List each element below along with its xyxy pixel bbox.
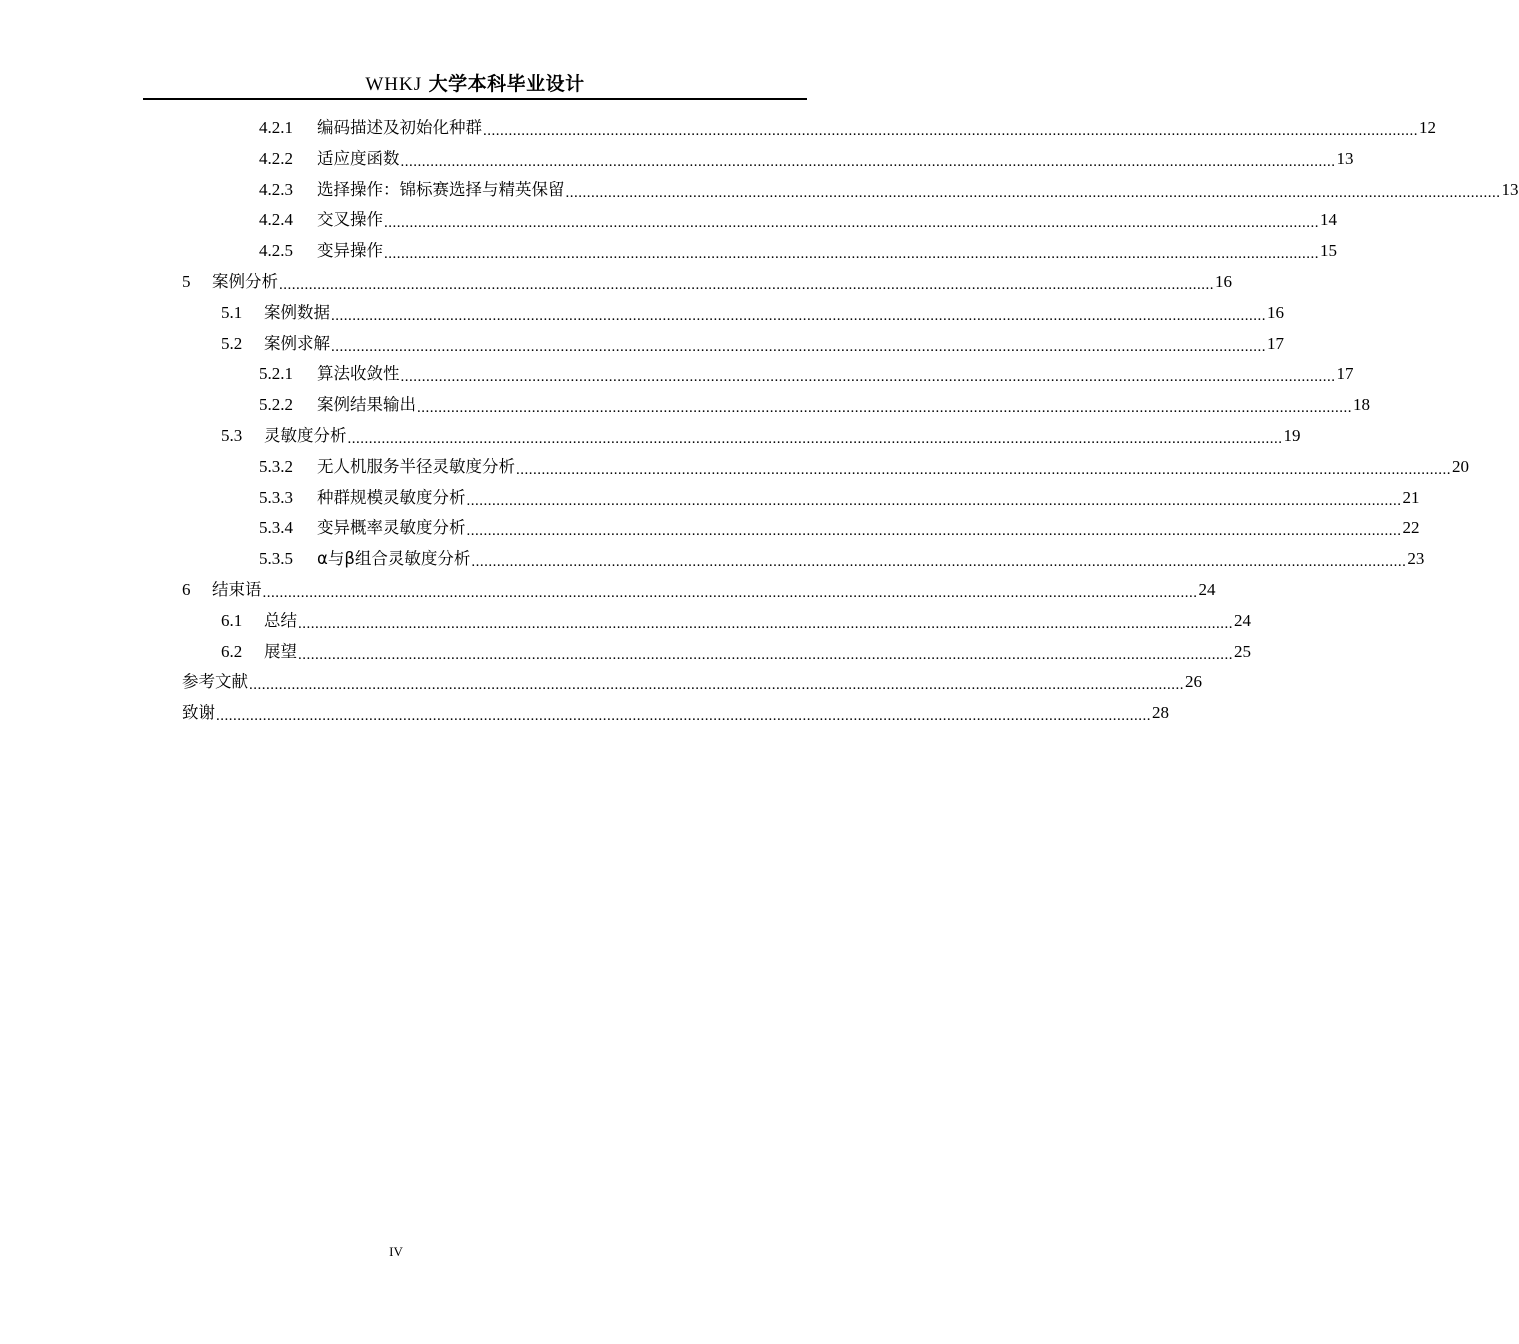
page-header-title [143, 72, 807, 97]
toc-entry-number: 5.3 [221, 425, 243, 445]
toc-entry-label [221, 606, 297, 637]
toc-entry-label [182, 575, 262, 606]
toc-entry[interactable] [182, 513, 1420, 544]
toc-entry-label [259, 513, 466, 544]
toc-entry-number: 5.3.4 [259, 518, 293, 538]
toc-entry-page: 13 [1336, 148, 1354, 168]
toc-entry[interactable] [182, 329, 1284, 360]
toc-entry-label [259, 359, 400, 390]
toc-entry[interactable] [182, 698, 1169, 729]
toc-entry-page: 26 [1185, 672, 1202, 692]
toc-entry-title: 案例数据 [264, 302, 330, 322]
toc-entry-label [259, 175, 565, 206]
toc-dot-leader: ............................................................................................................................................................................................................................ [331, 307, 1266, 324]
toc-entry-page: 17 [1336, 364, 1354, 384]
toc-entry[interactable] [182, 175, 1519, 206]
toc-entry-label [259, 452, 515, 483]
toc-entry-page: 14 [1320, 210, 1337, 230]
toc-dot-leader: ............................................................................................................................................................................................................................ [298, 615, 1233, 632]
toc-entry-page: 15 [1320, 241, 1337, 261]
toc-dot-leader: ............................................................................................................................................................................................................................ [249, 677, 1184, 694]
toc-dot-leader: ............................................................................................................................................................................................................................ [400, 369, 1336, 386]
toc-dot-leader: ............................................................................................................................................................................................................................ [216, 708, 1151, 725]
toc-entry[interactable] [182, 421, 1301, 452]
toc-entry[interactable] [182, 113, 1436, 144]
toc-entry-number: 5.1 [221, 302, 243, 322]
toc-entry-title: 总结 [264, 610, 297, 630]
toc-entry-page: 12 [1419, 118, 1436, 137]
toc-dot-leader: ............................................................................................................................................................................................................................ [331, 338, 1266, 355]
toc-dot-leader: ............................................................................................................................................................................................................................ [347, 430, 1283, 447]
toc-entry-title: 无人机服务半径灵敏度分析 [317, 456, 515, 476]
toc-entry[interactable] [182, 483, 1420, 514]
header-chinese-text: 大学本科毕业设计 [428, 73, 585, 95]
toc-entry-title: 种群规模灵敏度分析 [317, 487, 466, 507]
toc-entry-number: 6.2 [221, 641, 243, 661]
toc-entry-page: 24 [1198, 579, 1216, 599]
toc-entry-label [259, 236, 383, 267]
toc-entry-label [182, 267, 278, 298]
toc-entry-page: 18 [1353, 395, 1370, 415]
toc-entry[interactable] [182, 575, 1216, 606]
toc-entry-label [221, 298, 330, 329]
toc-entry-title: 案例分析 [212, 271, 278, 291]
toc-entry-number: 5.3.2 [259, 456, 293, 476]
toc-entry-number: 5.2 [221, 333, 243, 353]
toc-entry-title: 展望 [264, 641, 297, 661]
toc-entry-label [259, 544, 470, 575]
toc-entry[interactable] [182, 267, 1232, 298]
toc-dot-leader: ............................................................................................................................................................................................................................ [417, 400, 1352, 417]
toc-entry-page: 28 [1152, 703, 1169, 723]
toc-entry-number: 4.2.5 [259, 241, 293, 261]
toc-entry-title: 灵敏度分析 [264, 425, 347, 445]
table-of-contents [182, 113, 1519, 729]
toc-entry-title: 变异概率灵敏度分析 [317, 518, 466, 538]
toc-entry-label [259, 113, 482, 144]
toc-entry-number: 6 [182, 579, 191, 599]
toc-entry-label [259, 390, 416, 421]
toc-entry-title: 交叉操作 [317, 210, 383, 230]
toc-entry-label [221, 421, 347, 452]
toc-entry-title: 参考文献 [182, 672, 248, 692]
toc-entry-page: 23 [1407, 549, 1425, 569]
toc-entry[interactable] [182, 544, 1425, 575]
toc-entry-page: 22 [1402, 518, 1420, 538]
toc-dot-leader: ............................................................................................................................................................................................................................ [384, 215, 1319, 232]
toc-dot-leader: ............................................................................................................................................................................................................................ [466, 523, 1402, 540]
toc-dot-leader: ............................................................................................................................................................................................................................ [400, 153, 1336, 170]
toc-entry-number: 5 [182, 271, 191, 291]
toc-entry-title: 选择操作：锦标赛选择与精英保留 [317, 179, 565, 199]
toc-entry-title: 变异操作 [317, 241, 383, 261]
toc-entry[interactable] [182, 452, 1469, 483]
toc-entry-number: 4.2.3 [259, 179, 293, 199]
toc-entry-page: 21 [1402, 487, 1420, 507]
toc-entry[interactable] [182, 144, 1354, 175]
toc-entry-number: 5.3.5 [259, 549, 293, 569]
toc-entry-label [182, 698, 215, 729]
toc-dot-leader: ............................................................................................................................................................................................................................ [262, 584, 1198, 601]
toc-dot-leader: ............................................................................................................................................................................................................................ [471, 554, 1407, 571]
toc-entry-number: 5.3.3 [259, 487, 293, 507]
toc-entry-page: 16 [1215, 271, 1232, 291]
toc-entry-number: 5.2.2 [259, 395, 293, 415]
toc-entry-page: 24 [1234, 610, 1251, 630]
toc-entry-page: 13 [1501, 179, 1519, 199]
toc-dot-leader: ............................................................................................................................................................................................................................ [279, 276, 1214, 293]
toc-entry[interactable] [182, 205, 1337, 236]
toc-dot-leader: ............................................................................................................................................................................................................................ [298, 646, 1233, 663]
toc-entry-title: α与β组合灵敏度分析 [317, 549, 471, 569]
toc-dot-leader: ............................................................................................................................................................................................................................ [516, 461, 1451, 478]
toc-entry-title: 案例求解 [264, 333, 330, 353]
toc-dot-leader: ............................................................................................................................................................................................................................ [565, 184, 1501, 201]
toc-entry-number: 4.2.2 [259, 148, 293, 168]
toc-dot-leader: ............................................................................................................................................................................................................................ [483, 123, 1418, 139]
toc-entry-title: 案例结果输出 [317, 395, 416, 415]
toc-entry[interactable] [182, 359, 1354, 390]
toc-entry-number: 4.2.1 [259, 118, 293, 137]
header-latin-text: WHKJ [365, 74, 423, 95]
toc-entry[interactable] [182, 667, 1202, 698]
toc-entry-label [182, 667, 248, 698]
toc-entry-label [221, 637, 297, 668]
toc-entry-number: 6.1 [221, 610, 243, 630]
toc-entry-title: 致谢 [182, 703, 215, 723]
toc-entry-number: 5.2.1 [259, 364, 293, 384]
toc-dot-leader: ............................................................................................................................................................................................................................ [466, 492, 1402, 509]
toc-entry-title: 算法收敛性 [317, 364, 400, 384]
toc-entry[interactable] [182, 298, 1284, 329]
toc-entry[interactable] [182, 637, 1251, 668]
toc-entry-page: 16 [1267, 302, 1284, 322]
toc-entry-page: 17 [1267, 333, 1284, 353]
toc-entry[interactable] [182, 236, 1337, 267]
toc-entry-title: 结束语 [212, 579, 262, 599]
toc-entry-page: 19 [1283, 425, 1301, 445]
toc-entry[interactable] [182, 390, 1370, 421]
toc-entry-number: 4.2.4 [259, 210, 293, 230]
toc-dot-leader: ............................................................................................................................................................................................................................ [384, 246, 1319, 263]
toc-entry-title: 编码描述及初始化种群 [317, 118, 482, 137]
header-divider [143, 98, 807, 100]
toc-entry-page: 25 [1234, 641, 1251, 661]
toc-entry-label [259, 205, 383, 236]
toc-entry[interactable] [182, 606, 1251, 637]
toc-entry-page: 20 [1452, 456, 1469, 476]
toc-entry-title: 适应度函数 [317, 148, 400, 168]
toc-entry-label [259, 483, 466, 514]
toc-entry-label [259, 144, 400, 175]
page-number: IV [389, 1244, 403, 1259]
toc-entry-label [221, 329, 330, 360]
